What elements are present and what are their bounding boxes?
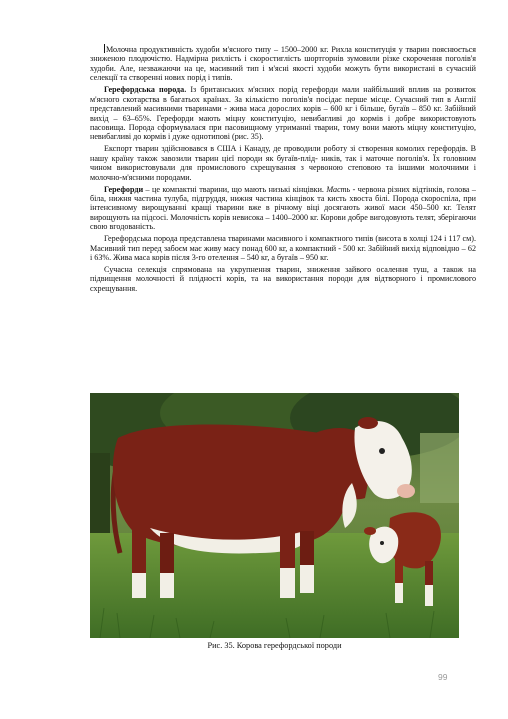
text-cursor [104,44,105,53]
paragraph-6 [90,265,476,293]
paragraph-3-text: Експорт тварин здійснювався в США і Канаду, де проводили роботу зі створення комолих герефордів. В нашу країну також завозили тварин цієї породи як бугаїв-плід- ників, так і маточне поголів'я. Їх головним чином використовували для промислового схрещування з червоною степовою та іншими молочними і молочно-м'ясними породами. [90,144,476,182]
cow-and-calf-illustration [90,393,459,638]
paragraph-4 [90,185,476,232]
hereford-breed-heading: Герефордська порода. [104,85,187,95]
paragraph-2 [90,85,476,142]
paragraph-2-text: Із британських м'ясних порід герефорди мали найбільший вплив на розвиток м'ясного скотарства в багатьох країнах. За кількістю поголів'я посідає перше місце. Сучасний тип в Англії представлений масивними тваринами - жива маса дорослих корів – 600 кг і більше, бугаїв – 850 кг. Забійний вихід – 63–65%. Герефорди мають міцну конституцію, невибагливі до кормів і добре використовують пасовища. Порода сформувалася при пасовищному утриманні тварин, тому вони мають міцну конституцію, невибагливі до кормів і дуже однотипові (рис. 35). [90,85,476,142]
paragraph-4-text-b: - червона різних відтінків, голова – біла, нижня частина тулуба, підгруддя, нижня частина кінцівок та кисть хвоста білі. Порода скороспіла, при інтенсивному вирощуванні кращі тварини вже в річному віці досягають живої маси 450–500 кг. Телят вирощують на підсосі. Молочність корів невисока – 1400–2000 кг. Корови добре вигодовують телят, зберігаючи свою вгодованість. [90,184,476,232]
paragraph-1-text: Молочна продуктивність худоби м'ясного типу – 1500–2000 кг. Рихла конституція у тварин пояснюється зниженою плодючістю. Надмірна рихлість і скоростиглість шортгорнів зумовили різке скорочення поголів'я худоби. Але, незважаючи на це, масивний тип і м'ясні якості худоби можуть бути використані в сучасній селекції та створенні нових порід і типів. [90,45,476,83]
hereford-cow-photo [90,393,459,638]
paragraph-5 [90,234,476,262]
paragraph-6-text: Сучасна селекція спрямована на укрупнення тварин, зниження зайвого осалення туш, а також на підвищення молочності й плідності корів, та на використання породи для відтворного і промислового схрещування. [90,264,476,293]
paragraph-5-text: Герефордська порода представлена тваринами масивного і компактного типів (висота в холці 124 і 117 см). Масивний тип перед забоєм має живу масу понад 600 кг, а компактний - 500 кг. Забійний вихід відповідно – 62 і 63%. Жива маса корів після 3-го отелення – 540 кг, а бугаїв – 950 кг. [90,234,476,263]
page-number: 99 [438,672,448,682]
body-text [90,44,476,296]
herefords-term: Герефорди [104,184,144,194]
coat-color-term: Масть [326,184,351,194]
paragraph-4-text-a: – це компактні тварини, що мають низькі кінцівки. [143,184,327,194]
figure-caption: Рис. 35. Корова герефордської породи [207,641,342,650]
paragraph-1 [90,44,476,83]
paragraph-3 [90,144,476,182]
